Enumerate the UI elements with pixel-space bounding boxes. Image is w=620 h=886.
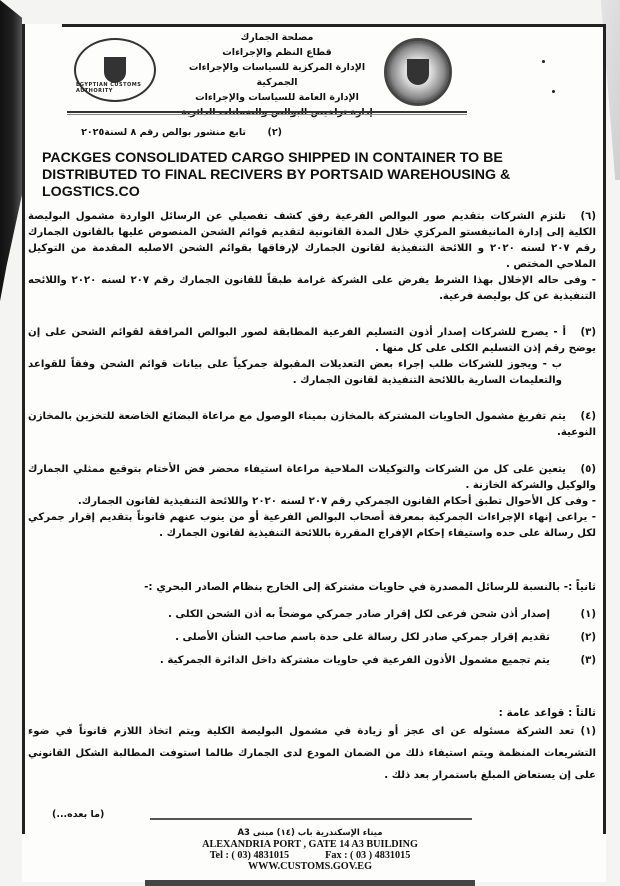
circular-reference	[62, 127, 582, 143]
item-text: يتم تجميع مشمول الأذون الفرعية في حاويات مشتركة داخل الدائرة الجمركية .	[159, 655, 550, 666]
section-6	[28, 209, 596, 305]
continued-marker: (ما بعده...)	[52, 809, 105, 820]
scan-speck	[552, 90, 555, 93]
central-admin-name: الإدارة المركزية للسياسات والإجراءات الجمركية	[188, 62, 366, 88]
emblem-label: EGYPTIAN CUSTOMS AUTHORITY	[76, 82, 142, 94]
section-3-a-text: أ - يصرح للشركات إصدار أذون التسليم الفرعية المطابقة لصور البوالص المرافقة لقوائم الشحن على إن يوضح رقم إذن التسليم الكلى على كل منها .	[28, 327, 596, 354]
ministry-of-finance-seal-icon	[384, 38, 452, 106]
section-6-text	[28, 209, 596, 273]
footer-contact	[150, 850, 470, 861]
section-4	[28, 409, 596, 441]
footer-fax: Fax : ( 03 ) 4831015	[325, 850, 411, 861]
section-5	[28, 462, 596, 542]
section-second	[28, 579, 596, 676]
section-number: (٦)	[580, 211, 596, 222]
customs-authority-emblem-icon	[74, 38, 156, 102]
section-number: (٣)	[580, 327, 596, 338]
section-second-heading: ثانياً :- بالنسبة للرسائل المصدرة في حاويات مشتركة إلى الخارج بنظام الصادر البحري :-	[144, 581, 596, 593]
footer-arabic-address: ميناء الإسكندرية باب (١٤) مبنى A3	[237, 828, 383, 838]
section-3-b: ب - ويجوز للشركات طلب إجراء بعض التعديلات المقبولة جمركياً على بيانات قوائم الشحن وفقاً للقواعد والتعليمات السارية باللائحة التنفيذية لقانون الجمارك .	[28, 359, 562, 386]
header-divider	[67, 111, 467, 113]
circular-number: تابع منشور بوالص رقم ٨ لسنة٢٠٢٥	[81, 127, 246, 138]
item-text: تقديم إقرار جمركي صادر لكل رسالة على حدة باسم صاحب الشأن الأصلى .	[175, 632, 550, 643]
org-name: مصلحة الجمارك	[240, 32, 314, 43]
page-border-left	[22, 24, 25, 834]
page-border-right	[603, 24, 606, 834]
footer-website: WWW.CUSTOMS.GOV.EG	[247, 861, 373, 872]
footer-divider	[150, 818, 472, 820]
section-5-body: يتعين على كل من الشركات والتوكيلات الملاحية مراعاة استيفاء محضر فض الأختام بتوقيع ممثلي الجمارك والوكيل والشركة الخازنة .	[28, 464, 596, 491]
section-5-text	[28, 462, 596, 494]
section-third-heading: ثالثاً : قواعد عامة :	[498, 707, 596, 719]
section-number: (٤)	[580, 411, 596, 422]
item-number: (٢)	[580, 632, 596, 643]
sector-name: قطاع النظم والإجراءات	[222, 47, 332, 58]
section-5-note-2: - يراعى إنهاء الإجراءات الجمركية بمعرفة أصحاب البوالص الفرعية أو من ينوب عنهم قانوناً بتقديم إقرار جمركي لكل رسالة على حده واستيفاء إحكام الإفراج المقررة باللائحة التنفيذية لقانون الجمارك .	[28, 512, 596, 539]
footer	[150, 828, 470, 872]
eagle-shield-icon	[104, 57, 126, 83]
letterhead-title	[167, 30, 387, 120]
item-number: (٣)	[580, 655, 596, 666]
list-item	[28, 630, 596, 646]
section-4-body: يتم تفريغ مشمول الحاويات المشتركة بالمخازن بميناء الوصول مع مراعاة البضائع الخاضعة للتخزين بالمخازن النوعية.	[28, 411, 596, 438]
section-4-text	[28, 409, 596, 441]
eagle-shield-icon	[407, 59, 429, 85]
document-page	[22, 24, 606, 882]
page-number: (٢)	[267, 127, 282, 138]
header-divider-thin	[67, 114, 467, 115]
section-6-body: تلتزم الشركات بتقديم صور البوالص الفرعية رفق كشف تفصيلي عن الرسائل الواردة مشمول البوليصة الكلية إلى إدارة المانيفستو المركزي خلال المدة القانونية لتقديم قوائم الشحن المنصوص عليها بالقانون الجمارك رقم ٢٠٧ لسنه ٢٠٢٠ و اللائحة التنفيذية لقانون الجمارك لإرفاقها بقوائم الشحن الاصليه المقدمة من التوكيل الملاحي المختص .	[28, 211, 596, 270]
list-item	[28, 653, 596, 669]
section-third-text: (١) تعد الشركة مسئوله عن اى عجز أو زيادة في مشمول البوليصة الكلية ويتم اتخاذ اللازم قانوناً في ضوء التشريعات المنظمة ويتم استيفاء ذلك من الضمان المودع لدى الجمارك طالما استوفت المطالبة الشكل القانوني على إن يستعاض المبلغ باستمرار بعد ذلك .	[28, 726, 596, 781]
scan-shadow-bottom	[145, 880, 475, 886]
section-number: (٥)	[580, 464, 596, 475]
section-3	[28, 325, 596, 389]
section-third	[28, 705, 596, 787]
item-text: إصدار أذن شحن فرعى لكل إقرار صادر جمركي موضحاً به أذن الشحن الكلى .	[167, 609, 550, 620]
section-5-note-1: - وفى كل الأحوال تطبق أحكام القانون الجمركي رقم ٢٠٧ لسنه ٢٠٢٠ واللائحة التنفيذية لقانون الجمارك.	[77, 496, 596, 507]
scan-shadow-left	[0, 0, 22, 886]
list-item	[28, 607, 596, 623]
general-admin-name: الإدارة العامة للسياسات والإجراءات	[195, 92, 359, 103]
footer-tel: Tel : ( 03) 4831015	[209, 850, 290, 861]
footer-address: ALEXANDRIA PORT , GATE 14 A3 BUILDING	[202, 839, 418, 850]
item-number: (١)	[580, 609, 596, 620]
document-title: PACKGES CONSOLIDATED CARGO SHIPPED IN CONTAINER TO BE DISTRIBUTED TO FINAL RECIVERS BY PORTSAID WAREHOUSING & LOGSTICS.CO	[42, 150, 511, 200]
section-6-note: - وفى حاله الإخلال بهذا الشرط يفرض على الشركة غرامة طبقاً للقانون الجمارك رقم ٢٠٧ لسنه ٢٠٢٠ واللائحه التنفيذية عن كل بوليصة فرعية.	[28, 275, 597, 302]
letterhead	[22, 30, 606, 112]
section-3-a	[28, 325, 596, 357]
scan-speck	[542, 60, 545, 63]
page-border-top	[62, 24, 604, 27]
